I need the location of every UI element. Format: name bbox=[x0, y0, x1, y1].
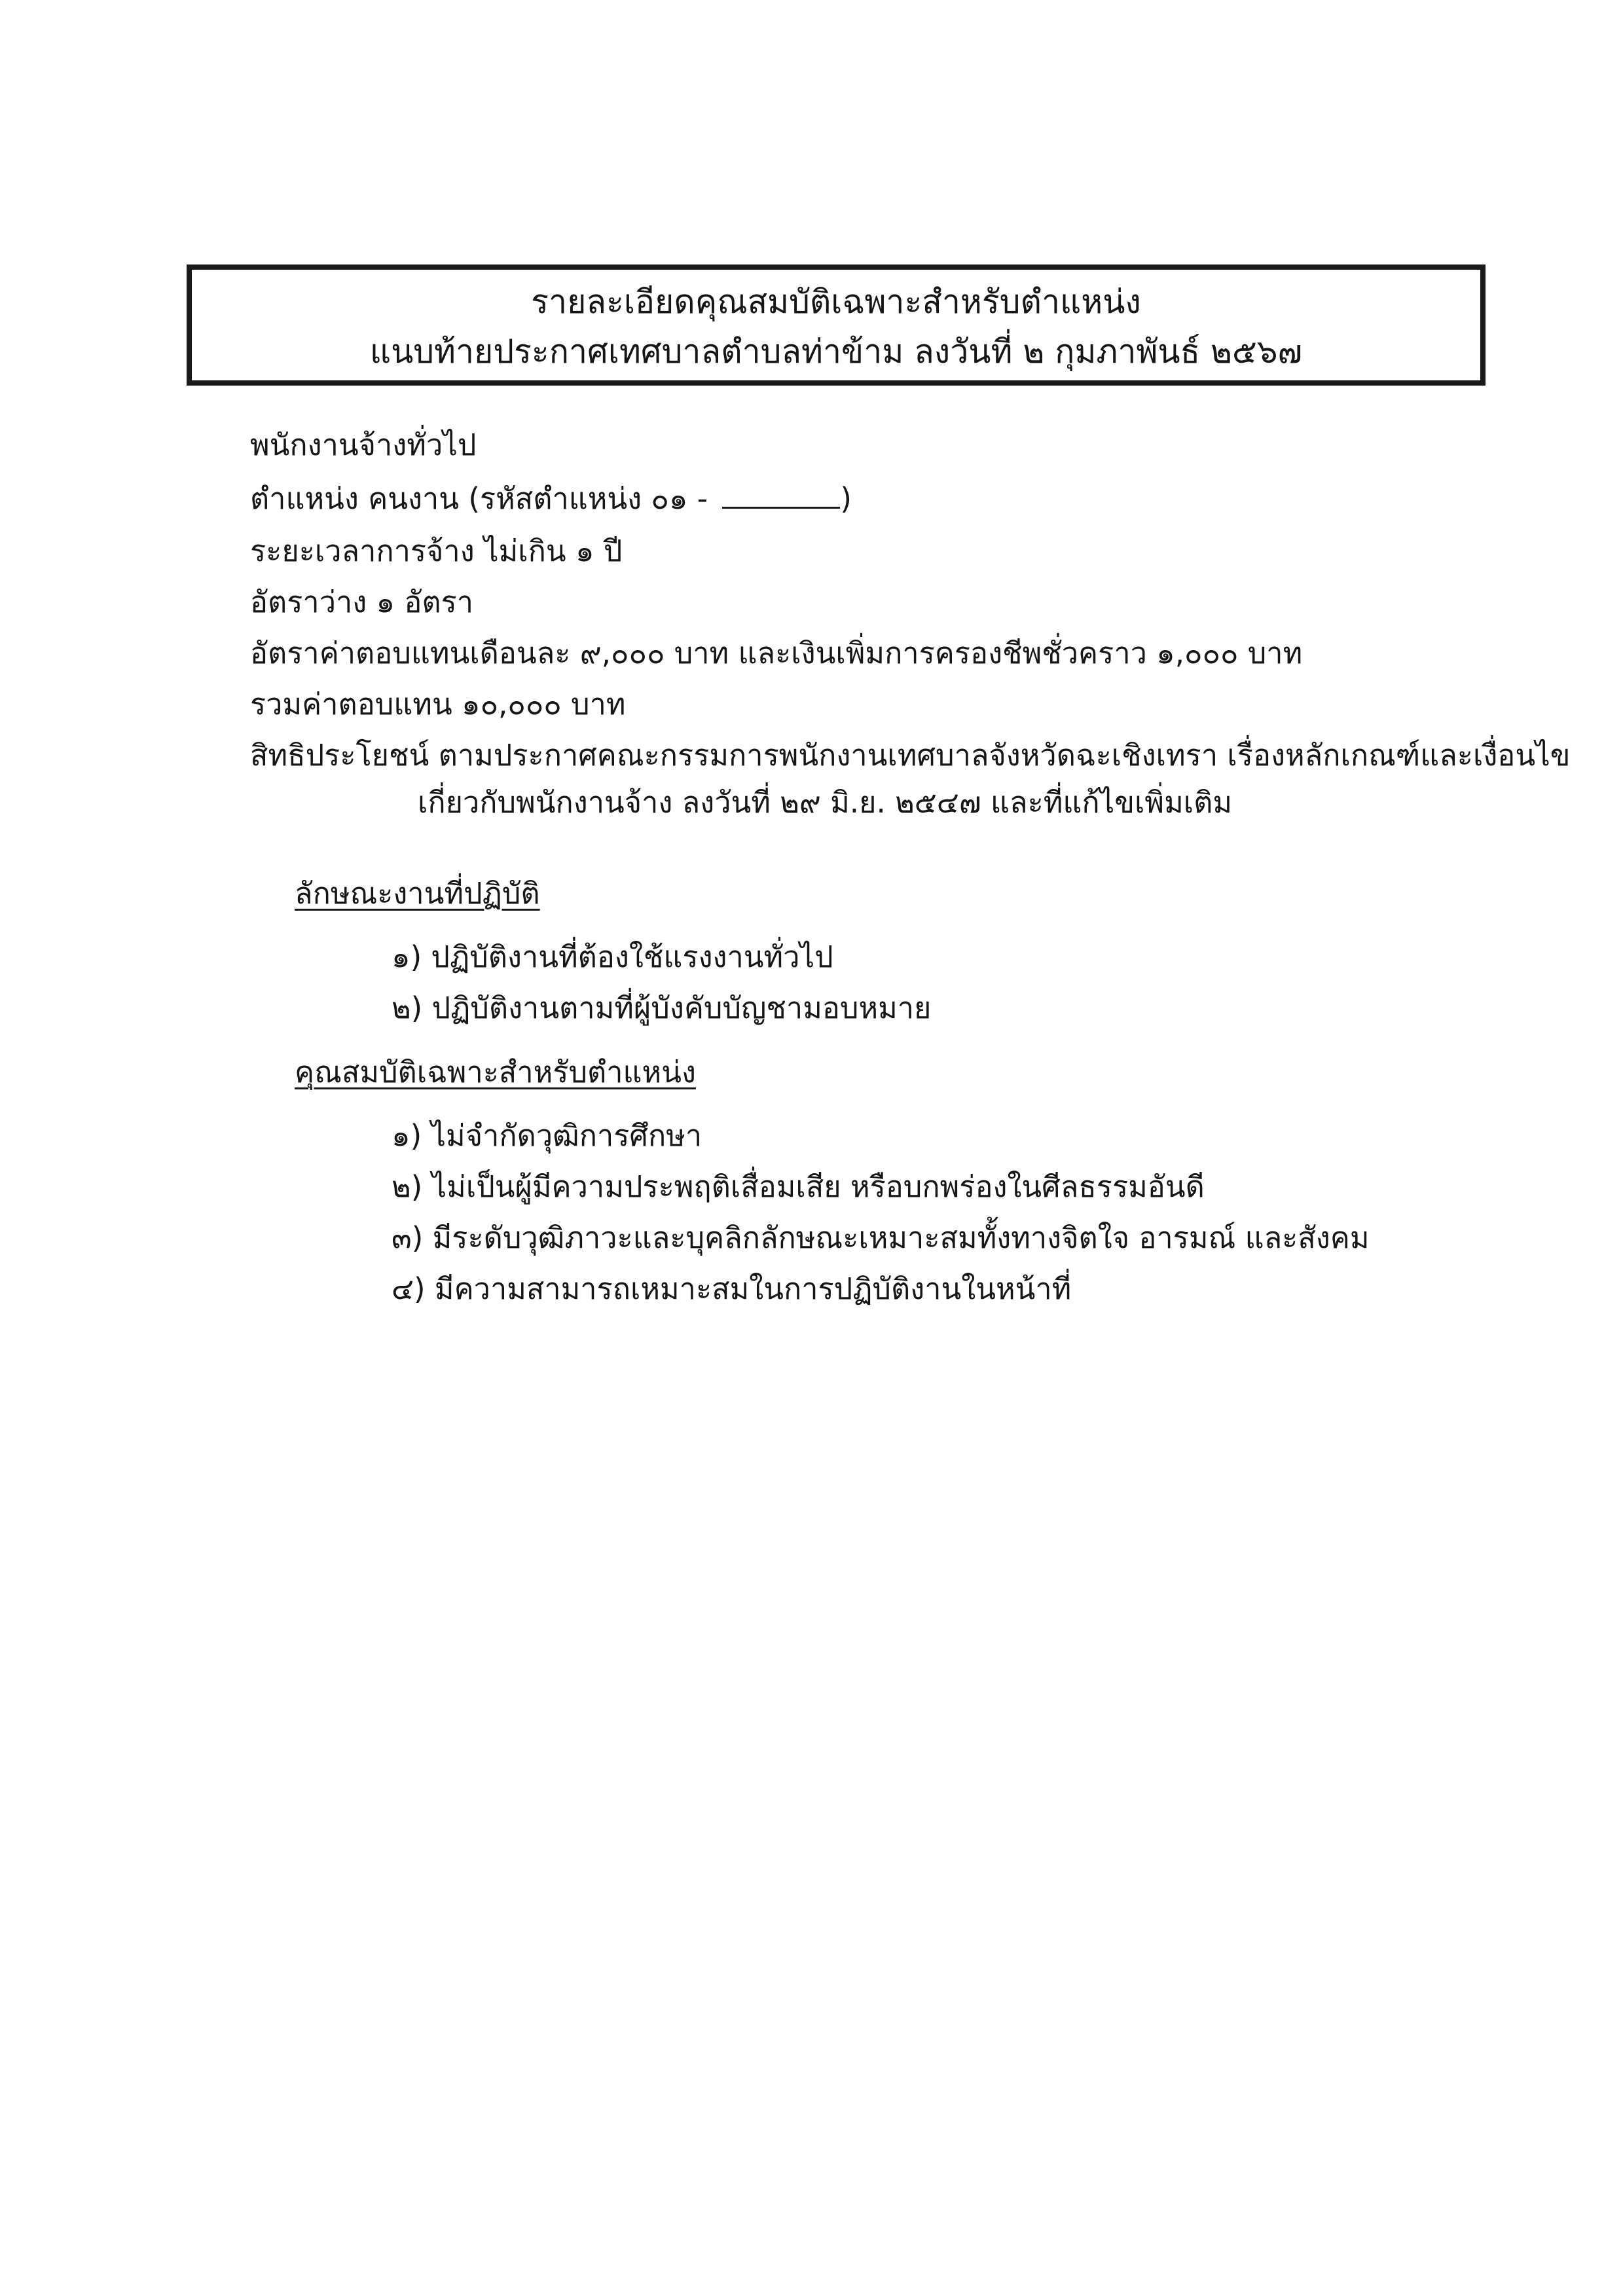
qualification-item-3: ๓) มีระดับวุฒิภาวะและบุคลิกลักษณะเหมาะสมทั้งทางจิตใจ อารมณ์ และสังคม bbox=[392, 1220, 1370, 1255]
benefits-line-1: สิทธิประโยชน์ ตามประกาศคณะกรรมการพนักงานเทศบาลจังหวัดฉะเชิงเทรา เรื่องหลักเกณฑ์และเงื่อนไข bbox=[250, 738, 1571, 773]
position-text: ตำแหน่ง คนงาน (รหัสตำแหน่ง ๐๑ - bbox=[250, 481, 718, 516]
employee-category: พนักงานจ้างทั่วไป bbox=[250, 428, 477, 462]
duty-item-2: ๒) ปฏิบัติงานตามที่ผู้บังคับบัญชามอบหมาย bbox=[392, 991, 932, 1025]
document-subtitle: แนบท้ายประกาศเทศบาลตำบลท่าข้าม ลงวันที่ ๒ กุมภาพันธ์ ๒๕๖๗ bbox=[369, 333, 1303, 371]
position-code-blank bbox=[722, 481, 840, 509]
position-close: ) bbox=[840, 481, 852, 516]
vacancy-count: อัตราว่าง ๑ อัตรา bbox=[250, 585, 474, 619]
qualification-item-4: ๔) มีความสามารถเหมาะสมในการปฏิบัติงานในหน้าที่ bbox=[392, 1271, 1072, 1306]
document-header-box bbox=[187, 264, 1486, 386]
duty-item-1: ๑) ปฏิบัติงานที่ต้องใช้แรงงานทั่วไป bbox=[392, 939, 833, 974]
qualifications-heading: คุณสมบัติเฉพาะสำหรับตำแหน่ง bbox=[295, 1055, 696, 1089]
salary-line: อัตราค่าตอบแทนเดือนละ ๙,๐๐๐ บาท และเงินเพิ่มการครองชีพชั่วคราว ๑,๐๐๐ บาท bbox=[250, 636, 1303, 670]
duties-heading: ลักษณะงานที่ปฏิบัติ bbox=[295, 876, 540, 911]
employment-duration: ระยะเวลาการจ้าง ไม่เกิน ๑ ปี bbox=[250, 534, 623, 568]
benefits-line-2: เกี่ยวกับพนักงานจ้าง ลงวันที่ ๒๙ มิ.ย. ๒๕๔๗ และที่แก้ไขเพิ่มเติม bbox=[418, 785, 1233, 820]
position-line bbox=[250, 479, 852, 519]
document-title: รายละเอียดคุณสมบัติเฉพาะสำหรับตำแหน่ง bbox=[531, 283, 1141, 321]
qualification-item-1: ๑) ไม่จำกัดวุฒิการศึกษา bbox=[392, 1118, 702, 1153]
total-compensation: รวมค่าตอบแทน ๑๐,๐๐๐ บาท bbox=[250, 687, 626, 721]
qualification-item-2: ๒) ไม่เป็นผู้มีความประพฤติเสื่อมเสีย หรือบกพร่องในศีลธรรมอันดี bbox=[392, 1169, 1205, 1204]
